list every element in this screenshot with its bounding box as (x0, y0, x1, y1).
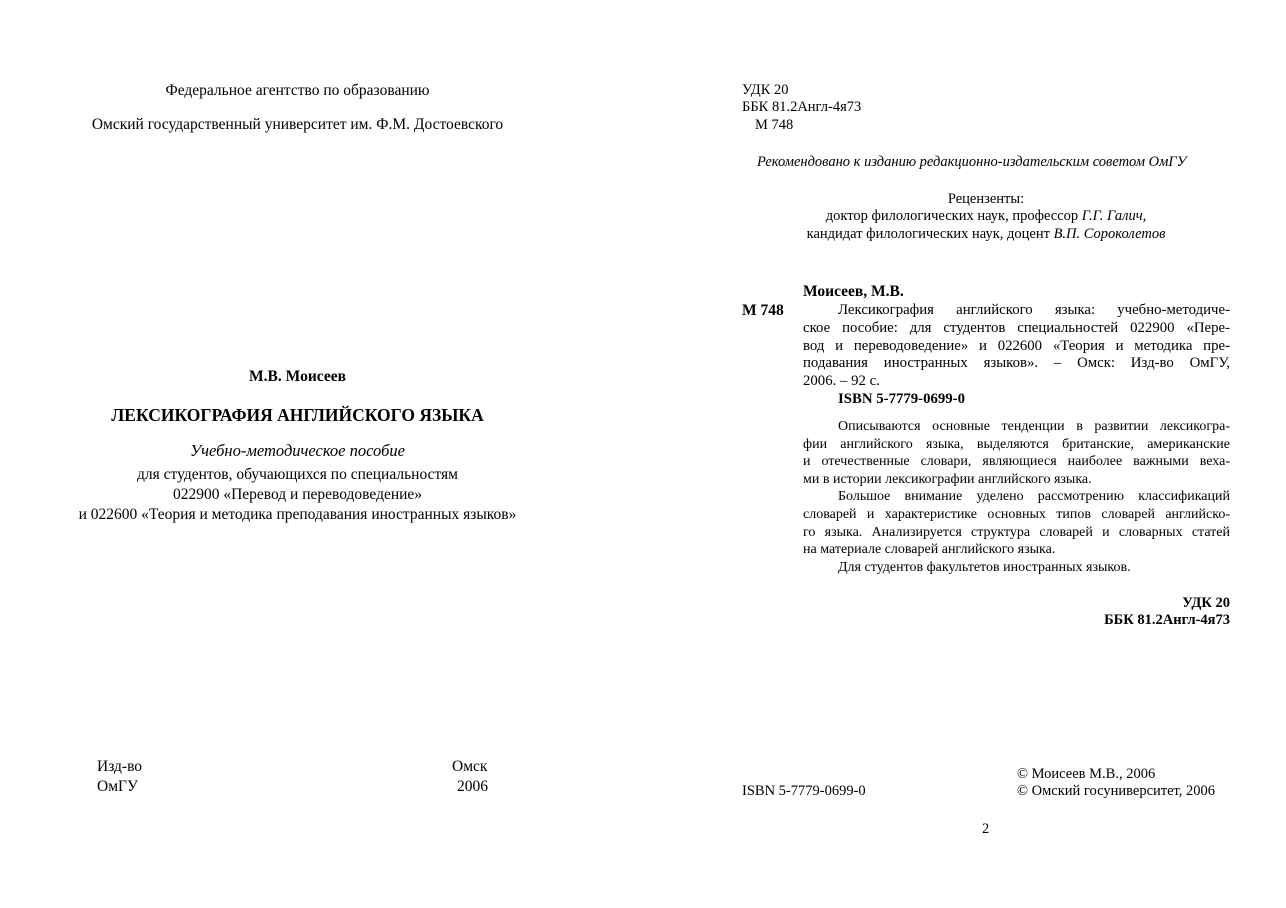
audience-line: для студентов, обучающихся по специальностям (137, 466, 458, 483)
description-line: 2006. – 92 с. (803, 373, 880, 390)
description-line: Лексикография английского языка: учебно-методиче- (838, 302, 1230, 318)
publication-city: Омск (452, 758, 488, 775)
abstract-line: Описываются основные тенденции в развитии лексикогра- (838, 419, 1230, 434)
entry-isbn: ISBN 5-7779-0699-0 (838, 390, 966, 407)
author-name: М.В. Моисеев (249, 368, 346, 385)
copyright-author: © Моисеев М.В., 2006 (1017, 766, 1156, 782)
udk-code: УДК 20 (742, 82, 789, 98)
audience-line: и 022600 «Теория и методика преподавания иностранных языков» (78, 506, 517, 523)
reviewer-2 (786, 226, 1186, 244)
reviewer-2-name: В.П. Сороколетов (1053, 226, 1166, 242)
abstract-line: Большое внимание уделено рассмотрению классификаций (838, 489, 1230, 505)
author-mark-code: М 748 (755, 117, 794, 133)
abstract-line: фии английского языка, выделяются британские, американские (803, 436, 1230, 452)
book-subtitle: Учебно-методическое пособие (190, 441, 405, 460)
agency-name: Федеральное агентство по образованию (165, 82, 430, 99)
publication-year: 2006 (457, 778, 488, 795)
abstract-line: го языка. Анализируется структура словарей и словарных статей (803, 524, 1230, 540)
entry-udk: УДК 20 (1182, 595, 1230, 611)
abstract-line: Для студентов факультетов иностранных языков. (838, 559, 1131, 575)
imprint-page (643, 0, 1286, 908)
abstract-line: словарей и характеристике основных типов словарей английско- (803, 506, 1230, 522)
abstract-line: и отечественные словари, являющиеся наиболее важными веха- (803, 454, 1230, 470)
entry-code: М 748 (742, 302, 784, 319)
entry-author: Моисеев, М.В. (803, 283, 904, 300)
publisher-line: Изд-во (97, 758, 143, 775)
publisher-line: ОмГУ (97, 778, 138, 795)
university-name: Омский государственный университет им. Ф.М. Достоевского (91, 116, 504, 133)
abstract-line: на материале словарей английского языка. (803, 542, 1056, 558)
reviewer-1-name: Г.Г. Галич, (1081, 208, 1147, 224)
reviewer-1 (786, 208, 1186, 226)
entry-description (803, 302, 1230, 409)
entry-bbk: ББК 81.2Англ-4я73 (1104, 612, 1230, 628)
page-number: 2 (982, 821, 990, 837)
bbk-code: ББК 81.2Англ-4я73 (742, 99, 862, 115)
isbn-footer: ISBN 5-7779-0699-0 (742, 783, 866, 799)
description-line: подавания иностранных языков». – Омск: Изд-во ОмГУ, (803, 355, 1230, 372)
reviewer-2-title: кандидат филологических наук, доцент (806, 226, 1054, 242)
recommendation-note: Рекомендовано к изданию редакционно-издательским советом ОмГУ (757, 154, 1187, 170)
reviewers-heading: Рецензенты: (947, 191, 1025, 207)
abstract (803, 418, 1230, 576)
audience-line: 022900 «Перевод и переводоведение» (172, 486, 423, 503)
copyright-university: © Омский госуниверситет, 2006 (1017, 783, 1216, 799)
book-title: ЛЕКСИКОГРАФИЯ АНГЛИЙСКОГО ЯЗЫКА (111, 405, 484, 425)
reviewer-1-title: доктор филологических наук, профессор (825, 208, 1082, 224)
description-line: ское пособие: для студентов специальностей 022900 «Пере- (803, 319, 1230, 336)
description-line: вод и переводоведение» и 022600 «Теория и методика пре- (803, 337, 1230, 354)
abstract-line: ми в истории лексикографии английского языка. (803, 471, 1092, 487)
